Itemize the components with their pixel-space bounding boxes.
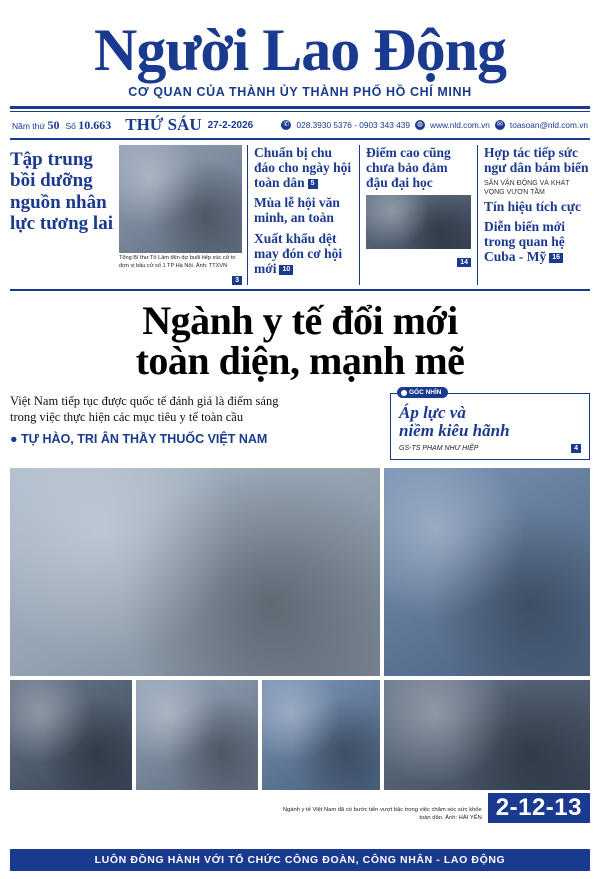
teaser-item[interactable] — [484, 199, 590, 214]
issue-year — [12, 118, 59, 133]
opinion-tag — [397, 387, 448, 398]
mail-icon: ✉ — [495, 120, 505, 130]
photo-surgery-closeup — [384, 680, 590, 790]
teaser-column-1 — [248, 145, 360, 285]
teaser-lead-photo — [119, 145, 242, 253]
issue-number-group — [65, 118, 111, 133]
masthead — [10, 0, 590, 99]
infobar-rule — [10, 138, 590, 140]
teaser-lead-headline[interactable]: Tập trung bồi dưỡng nguồn nhân lực tương lai — [10, 149, 113, 234]
opinion-page[interactable]: 4 — [571, 444, 581, 453]
main-headline[interactable] — [10, 291, 590, 381]
teaser-column-2-page[interactable]: 14 — [457, 258, 471, 267]
photo-caption: Ngành y tế Việt Nam đã có bước tiến vượt bậc trong việc chăm sóc sức khỏe toàn dân. Ảnh: HẢI YẾN — [282, 807, 482, 821]
issue-label: Số — [65, 120, 76, 131]
opinion-title-line-1: Áp lực và — [399, 403, 466, 422]
teaser-item[interactable] — [254, 195, 353, 225]
opinion-byline-row — [399, 444, 581, 453]
photo-grid — [10, 468, 590, 790]
deck-line-1: Việt Nam tiếp tục được quốc tế đánh giá là điểm sáng — [10, 394, 279, 408]
teaser-lead-photo-wrap — [119, 145, 242, 285]
phone-icon: ✆ — [281, 120, 291, 130]
teaser-item-text: Chuẩn bị chu đáo cho ngày hội toàn dân — [254, 145, 352, 191]
masthead-rule-thick — [10, 106, 590, 109]
teaser-lead[interactable] — [10, 145, 248, 285]
deck-line-2: trong việc thực hiện các mục tiêu y tế toàn cầu — [10, 410, 244, 425]
teaser-kicker: SÂN VẬN ĐỘNG VÀ KHÁT VỌNG VƯƠN TẦM — [484, 180, 570, 196]
deck-left — [10, 393, 380, 460]
teaser-photo-wrap — [366, 195, 471, 249]
opinion-box[interactable] — [390, 389, 590, 460]
opinion-author: GS-TS PHẠM NHƯ HIỆP — [399, 444, 479, 452]
deck-bullet-text: TỰ HÀO, TRI ÂN THẦY THUỐC VIỆT NAM — [21, 431, 268, 446]
deck-bullet[interactable] — [10, 432, 380, 446]
globe-icon: ◍ — [416, 121, 424, 128]
teaser-item-text: Diễn biến mới trong quan hệ Cuba - Mỹ — [484, 218, 565, 265]
photo-icu-ward — [136, 680, 258, 790]
contact-info — [281, 120, 588, 130]
teaser-item[interactable] — [484, 219, 590, 264]
photo-grid-left — [10, 468, 380, 790]
teaser-column-2 — [360, 145, 478, 285]
main-headline-line-2: toàn diện, mạnh mẽ — [135, 338, 465, 383]
main-headline-line-1: Ngành y tế đổi mới — [142, 298, 458, 343]
bullet-dot-icon: ● — [10, 431, 18, 446]
photo-main-consultation — [10, 468, 380, 676]
teaser-item-text: Điểm cao cũng chưa bảo đảm đậu đại học — [366, 145, 451, 191]
teaser-item-page[interactable]: 5 — [308, 179, 318, 189]
photo-grid-right — [384, 468, 590, 790]
photo-neonatal-unit — [262, 680, 380, 790]
photo-page-numbers[interactable]: 2-12-13 — [488, 793, 590, 823]
teaser-column-3 — [478, 145, 590, 285]
teaser-item-page[interactable]: 16 — [549, 253, 563, 263]
website-url[interactable]: www.nld.com.vn — [429, 120, 490, 130]
teaser-item[interactable] — [484, 145, 590, 175]
teaser-item[interactable] — [366, 145, 471, 190]
issue-date: 27-2-2026 — [207, 119, 254, 131]
deck-row — [10, 389, 590, 460]
phone-number: 028.3930 5376 - 0903 343 439 — [296, 120, 410, 130]
masthead-subtitle: CƠ QUAN CỦA THÀNH ỦY THÀNH PHỐ HỒ CHÍ MINH — [128, 85, 472, 99]
weekday: THỨ SÁU — [125, 115, 202, 134]
teaser-item[interactable] — [254, 231, 353, 276]
teaser-item[interactable] — [254, 145, 353, 190]
footer-slogan: LUÔN ĐỒNG HÀNH VỚI TỔ CHỨC CÔNG ĐOÀN, CÔNG NHÂN - LAO ĐỘNG — [10, 849, 590, 871]
year-number: 50 — [47, 117, 60, 132]
photo-caption-row — [10, 790, 590, 823]
opinion-tag-label: GÓC NHÌN — [409, 389, 442, 396]
teaser-photo — [366, 195, 471, 249]
email-address[interactable]: toasoan@nld.com.vn — [509, 120, 588, 130]
teaser-item-text: Hợp tác tiếp sức ngư dân bám biển — [484, 145, 589, 176]
year-label: Năm thứ — [12, 120, 46, 131]
photo-operating-room — [384, 468, 590, 676]
teaser-strip — [10, 145, 590, 285]
teaser-lead-caption: Tổng Bí thư Tô Lâm đến dự buổi tiếp xúc cử tri đơn vị bầu cử số 1 TP Hà Nội. Ảnh: TTXVN — [119, 255, 236, 269]
issue-number: 10.663 — [78, 117, 112, 132]
info-bar — [10, 112, 590, 138]
eye-icon — [401, 390, 407, 396]
teaser-item-text: Mùa lễ hội văn minh, an toàn — [254, 195, 340, 226]
photo-emergency-care — [10, 680, 132, 790]
teaser-item-text: Xuất khẩu dệt may đón cơ hội mới — [254, 230, 343, 276]
masthead-title: Người Lao Động — [94, 17, 506, 83]
teaser-item-text: Tín hiệu tích cực — [484, 198, 581, 214]
opinion-title-line-2: niềm kiêu hãnh — [399, 420, 510, 440]
teaser-lead-page[interactable]: 3 — [232, 276, 242, 285]
teaser-item-page[interactable]: 10 — [279, 265, 293, 275]
photo-grid-left-bottom-row — [10, 680, 380, 790]
